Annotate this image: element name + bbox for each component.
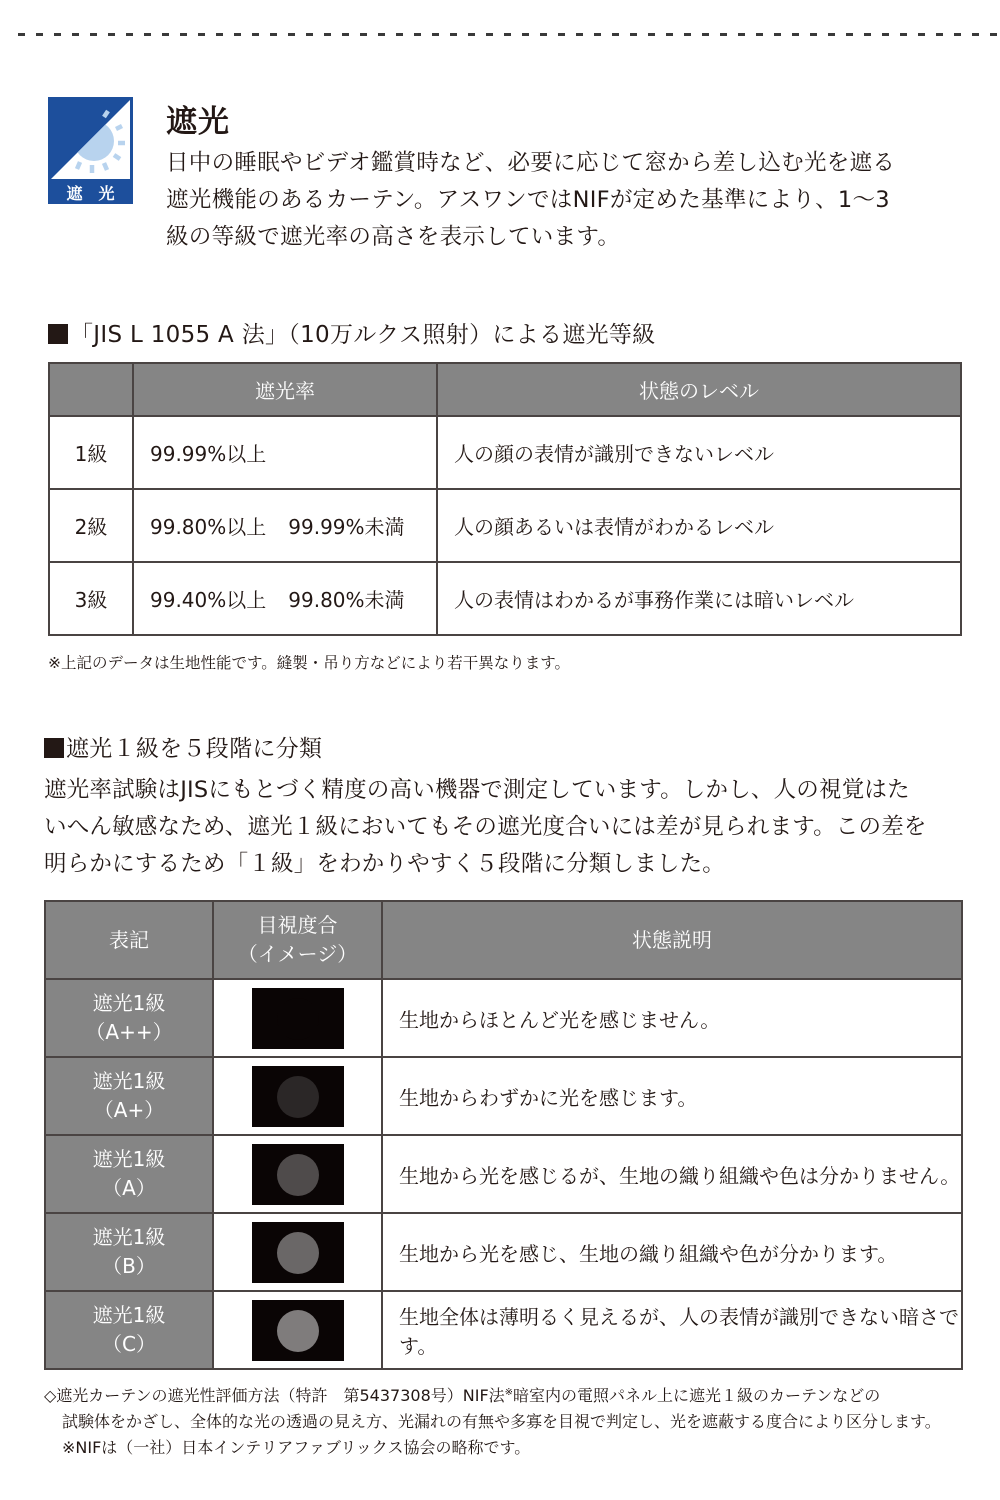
intro-description bbox=[166, 145, 936, 256]
level-description: 生地全体は薄明るく見えるが、人の表情が識別できない暗さです。 bbox=[382, 1291, 962, 1369]
five-levels-heading: 遮光１級を５段階に分類 bbox=[44, 730, 322, 763]
header-level: 状態のレベル bbox=[437, 363, 961, 416]
table-row bbox=[45, 1213, 962, 1291]
light-circle-icon bbox=[277, 1076, 319, 1118]
level-description: 生地からわずかに光を感じます。 bbox=[382, 1057, 962, 1135]
method-footnote bbox=[44, 1380, 974, 1461]
table-header-row bbox=[49, 363, 961, 416]
light-circle-icon bbox=[277, 1310, 319, 1352]
header-rate: 遮光率 bbox=[133, 363, 437, 416]
table-row bbox=[45, 1135, 962, 1213]
level-label: 遮光1級 （A+） bbox=[45, 1057, 213, 1135]
visual-image bbox=[213, 979, 382, 1057]
paragraph-line: 遮光率試験はJISにもとづく精度の高い機器で測定しています。しかし、人の視覚はた bbox=[44, 777, 910, 803]
five-levels-description bbox=[44, 772, 969, 883]
jis-heading: 「JIS L 1055 A 法」（10万ルクス照射）による遮光等級 bbox=[48, 316, 655, 349]
intro-line: 日中の睡眠やビデオ鑑賞時など、必要に応じて窓から差し込む光を遮る bbox=[166, 150, 896, 176]
level-label: 遮光1級 （B） bbox=[45, 1213, 213, 1291]
blackout-icon bbox=[48, 97, 133, 204]
light-swatch-image bbox=[252, 1222, 344, 1283]
visual-image bbox=[213, 1213, 382, 1291]
level-cell: 人の顔の表情が識別できないレベル bbox=[437, 416, 961, 489]
grade-cell: 2級 bbox=[49, 489, 133, 562]
header-visual: 目視度合 （イメージ） bbox=[213, 901, 382, 979]
light-swatch-image bbox=[252, 1144, 344, 1205]
footnote-line: ※NIFは（一社）日本インテリアファブリックス協会の略称です。 bbox=[62, 1438, 531, 1457]
rate-cell: 99.80%以上 99.99%未満 bbox=[133, 489, 437, 562]
square-bullet-icon bbox=[48, 324, 68, 344]
visual-image bbox=[213, 1135, 382, 1213]
visual-image bbox=[213, 1057, 382, 1135]
light-circle-icon bbox=[277, 1154, 319, 1196]
grade-cell: 3級 bbox=[49, 562, 133, 635]
square-bullet-icon bbox=[44, 738, 64, 758]
table-row bbox=[45, 979, 962, 1057]
blackout-level-table bbox=[44, 900, 963, 1370]
table-row bbox=[49, 489, 961, 562]
jis-grade-table bbox=[48, 362, 962, 636]
section-title: 遮光 bbox=[166, 104, 230, 140]
level-label: 遮光1級 （A） bbox=[45, 1135, 213, 1213]
svg-text:遮 光: 遮 光 bbox=[66, 184, 115, 203]
level-cell: 人の顔あるいは表情がわかるレベル bbox=[437, 489, 961, 562]
table-row bbox=[45, 1057, 962, 1135]
footnote-line: 試験体をかざし、全体的な光の透過の見え方、光漏れの有無や多寡を目視で判定し、光を遮蔽する度合により区分します。 bbox=[62, 1412, 941, 1431]
level-label: 遮光1級 （A++） bbox=[45, 979, 213, 1057]
light-circle-icon bbox=[277, 998, 319, 1040]
light-swatch-image bbox=[252, 988, 344, 1049]
rate-cell: 99.40%以上 99.80%未満 bbox=[133, 562, 437, 635]
paragraph-line: いへん敏感なため、遮光１級においてもその遮光度合いには差が見られます。この差を bbox=[44, 814, 927, 840]
level-label: 遮光1級 （C） bbox=[45, 1291, 213, 1369]
data-note: ※上記のデータは生地性能です。縫製・吊り方などにより若干異なります。 bbox=[48, 654, 571, 672]
light-circle-icon bbox=[277, 1232, 319, 1274]
level-description: 生地から光を感じ、生地の織り組織や色が分かります。 bbox=[382, 1213, 962, 1291]
intro-line: 級の等級で遮光率の高さを表示しています。 bbox=[166, 224, 621, 250]
rate-cell: 99.99%以上 bbox=[133, 416, 437, 489]
table-row bbox=[49, 562, 961, 635]
light-swatch-image bbox=[252, 1300, 344, 1361]
table-header-row bbox=[45, 901, 962, 979]
level-description: 生地からほとんど光を感じません。 bbox=[382, 979, 962, 1057]
grade-cell: 1級 bbox=[49, 416, 133, 489]
footnote-line: ◇遮光カーテンの遮光性評価方法（特許 第5437308号）NIF法※暗室内の電照パネル上に遮光１級のカーテンなどの bbox=[44, 1386, 881, 1405]
intro-line: 遮光機能のあるカーテン。アスワンではNIFが定めた基準により、1〜3 bbox=[166, 187, 890, 213]
table-row bbox=[45, 1291, 962, 1369]
table-row bbox=[49, 416, 961, 489]
light-swatch-image bbox=[252, 1066, 344, 1127]
level-description: 生地から光を感じるが、生地の織り組織や色は分かりません。 bbox=[382, 1135, 962, 1213]
dashed-divider bbox=[18, 33, 1000, 36]
header-grade bbox=[49, 363, 133, 416]
level-cell: 人の表情はわかるが事務作業には暗いレベル bbox=[437, 562, 961, 635]
paragraph-line: 明らかにするため「１級」をわかりやすく５段階に分類しました。 bbox=[44, 851, 726, 877]
header-label: 表記 bbox=[45, 901, 213, 979]
visual-image bbox=[213, 1291, 382, 1369]
header-description: 状態説明 bbox=[382, 901, 962, 979]
